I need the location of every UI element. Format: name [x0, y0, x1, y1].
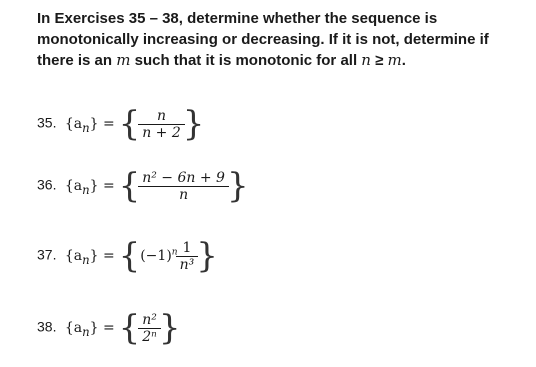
sequence-lhs: $\{a_n\}$ =: [64, 247, 115, 267]
sequence-lhs: $\{a_n\}$ =: [64, 177, 115, 197]
exercise-38: 38. $\{a_n\}$ = { $\frac{\text{n²}}{\text{2ⁿ}}$ }: [37, 308, 181, 348]
exercise-number: 35.: [37, 114, 57, 131]
fraction: $\frac{\text{n²}}{\text{2ⁿ}}$: [140, 312, 159, 345]
exercise-number: 36.: [37, 176, 57, 193]
variable-m: m: [387, 51, 402, 69]
power-term: $(-1)^n$: [140, 247, 178, 265]
exercise-35: 35. $\{a_n\}$ = { $\frac{n}{n + 2}$ }: [37, 104, 205, 144]
exercise-number: 37.: [37, 246, 57, 263]
variable-n: n: [361, 51, 371, 69]
sequence-lhs: $\{a_n\}$ =: [64, 319, 115, 339]
sequence-lhs: $\{a_n\}$ =: [64, 115, 115, 135]
fraction: $\frac{\text{n² − 6n + 9}}{n}$: [140, 170, 227, 203]
exercise-number: 38.: [37, 318, 57, 335]
variable-m: m: [116, 51, 131, 69]
fraction: $\frac{1}{\text{n³}}$: [178, 240, 197, 273]
fraction: $\frac{n}{n + 2}$: [140, 108, 183, 141]
exercise-instructions: In Exercises 35 – 38, determine whether the sequence is monotonically increasing or decreasing. If it is not, determine if there is an m such that it is monotonic for all n ≥ m.: [37, 10, 489, 69]
exercise-36: 36. $\{a_n\}$ = { $\frac{\text{n² − 6n + 9}}{n}$ }: [37, 166, 249, 206]
exercise-37: 37. $\{a_n\} = \{(-1)^n$ $\frac{1}{\text{n³}}$ }: [37, 236, 218, 276]
